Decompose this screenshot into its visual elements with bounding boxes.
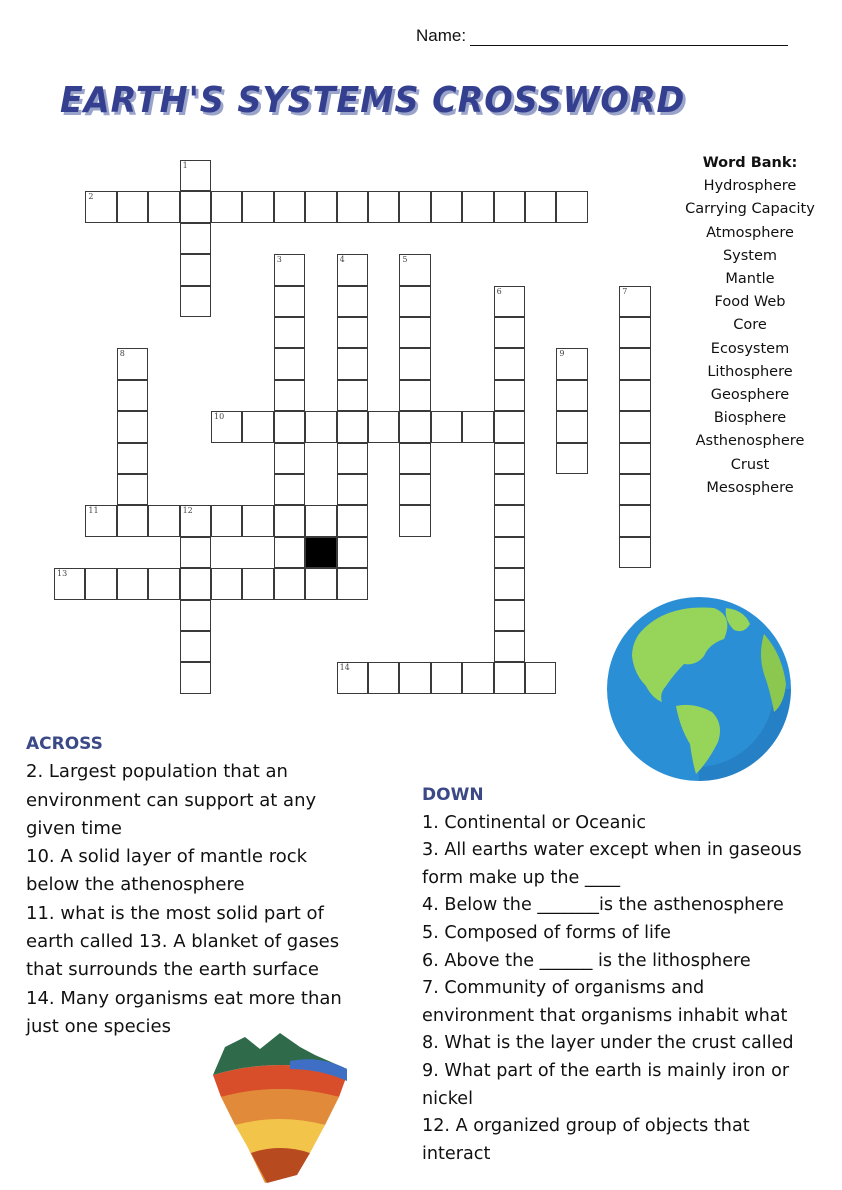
crossword-cell[interactable] (274, 348, 305, 379)
crossword-cell[interactable] (211, 411, 242, 442)
word-bank-item: Mesosphere (706, 479, 794, 496)
crossword-cell[interactable] (337, 317, 368, 348)
down-clue-line: 7. Community of organisms and (422, 978, 705, 999)
crossword-cell[interactable] (274, 254, 305, 285)
crossword-cell[interactable] (525, 662, 556, 693)
word-bank-item: Food Web (714, 294, 786, 311)
crossword-cell[interactable] (180, 254, 211, 285)
clue-number: 10 (214, 412, 225, 422)
crossword-cell[interactable] (180, 223, 211, 254)
crossword-cell[interactable] (494, 348, 525, 379)
crossword-cell[interactable] (494, 317, 525, 348)
word-bank-item: Lithosphere (707, 363, 793, 380)
crossword-cell[interactable] (242, 411, 273, 442)
clue-number: 1 (182, 161, 188, 170)
word-bank-item: Crust (730, 456, 770, 473)
across-clue-list (26, 758, 396, 1041)
down-heading: DOWN (422, 785, 484, 805)
crossword-cell[interactable] (117, 411, 148, 442)
crossword-cell[interactable] (494, 474, 525, 505)
down-clue-line: 12. A organized group of objects that (422, 1116, 750, 1137)
crossword-cell[interactable] (85, 568, 116, 599)
clue-number: 11 (88, 506, 99, 516)
crossword-cell[interactable] (619, 317, 650, 348)
crossword-cell[interactable] (399, 411, 430, 442)
crossword-cell[interactable] (399, 474, 430, 505)
earth-layers-icon (205, 1025, 355, 1185)
crossword-cell[interactable] (368, 411, 399, 442)
down-clue-line: environment that organisms inhabit what (422, 1005, 788, 1026)
down-clue-list (422, 810, 838, 1169)
crossword-cell[interactable] (274, 505, 305, 536)
crossword-cell[interactable] (556, 191, 587, 222)
crossword-cell[interactable] (337, 191, 368, 222)
clue-number: 13 (57, 569, 68, 579)
crossword-cell[interactable] (494, 380, 525, 411)
crossword-cell[interactable] (368, 191, 399, 222)
crossword-cell[interactable] (619, 411, 650, 442)
crossword-cell[interactable] (399, 380, 430, 411)
crossword-cell[interactable] (556, 411, 587, 442)
crossword-cell[interactable] (399, 443, 430, 474)
crossword-cell[interactable] (619, 505, 650, 536)
across-clue-line: just one species (26, 1015, 172, 1037)
across-clue-line: 10. A solid layer of mantle rock (26, 846, 308, 868)
crossword-cell[interactable] (85, 505, 116, 536)
down-clue-line: 1. Continental or Oceanic (422, 812, 647, 833)
crossword-cell[interactable] (337, 537, 368, 568)
clue-number: 8 (119, 349, 125, 359)
clue-number: 9 (559, 349, 565, 359)
crossword-cell[interactable] (274, 537, 305, 568)
word-bank-item: Asthenosphere (695, 433, 805, 450)
word-bank (666, 152, 834, 500)
crossword-cell[interactable] (619, 286, 650, 317)
down-clue-line: nickel (422, 1088, 473, 1109)
crossword-cell[interactable] (180, 631, 211, 662)
crossword-cell[interactable] (431, 411, 462, 442)
crossword-cell[interactable] (494, 191, 525, 222)
crossword-cell[interactable] (242, 191, 273, 222)
word-bank-item: Core (733, 317, 767, 334)
crossword-cell[interactable] (148, 505, 179, 536)
crossword-cell[interactable] (399, 505, 430, 536)
clue-number: 6 (496, 286, 502, 296)
crossword-cell[interactable] (399, 286, 430, 317)
across-clue-line: environment can support at any (26, 789, 317, 811)
crossword-cell[interactable] (180, 600, 211, 631)
word-bank-title: Word Bank: (702, 155, 798, 171)
crossword-cell[interactable] (462, 191, 493, 222)
crossword-cell[interactable] (305, 411, 336, 442)
crossword-cell[interactable] (180, 568, 211, 599)
crossword-cell[interactable] (85, 191, 116, 222)
crossword-cell[interactable] (274, 568, 305, 599)
crossword-cell[interactable] (117, 380, 148, 411)
crossword-cell[interactable] (619, 348, 650, 379)
crossword-cell[interactable] (337, 380, 368, 411)
down-clue-line: interact (422, 1143, 491, 1164)
word-bank-item: Ecosystem (710, 340, 790, 357)
down-clue-line: 9. What part of the earth is mainly iron or (422, 1060, 790, 1081)
crossword-cell[interactable] (556, 443, 587, 474)
word-bank-item: Geosphere (710, 387, 790, 404)
crossword-cell[interactable] (117, 443, 148, 474)
across-clues (26, 730, 396, 1041)
clue-number: 12 (182, 506, 193, 516)
crossword-cell[interactable] (211, 191, 242, 222)
down-clue-line: 3. All earths water except when in gaseous (422, 840, 802, 861)
crossword-cell[interactable] (494, 600, 525, 631)
crossword-cell[interactable] (274, 191, 305, 222)
word-bank-item: Mantle (725, 271, 775, 288)
crossword-cell[interactable] (274, 286, 305, 317)
down-clue-line: 6. Above the ______ is the lithosphere (422, 950, 751, 971)
crossword-cell[interactable] (117, 505, 148, 536)
page-title: EARTH'S SYSTEMS CROSSWORD (60, 80, 686, 121)
crossword-cell[interactable] (337, 254, 368, 285)
crossword-cell[interactable] (431, 191, 462, 222)
crossword-cell[interactable] (180, 286, 211, 317)
crossword-cell[interactable] (337, 411, 368, 442)
crossword-cell[interactable] (274, 474, 305, 505)
crossword-cell[interactable] (494, 662, 525, 693)
clue-number: 3 (276, 255, 282, 265)
word-bank-list (666, 175, 834, 500)
crossword-cell[interactable] (431, 662, 462, 693)
crossword-cell[interactable] (399, 348, 430, 379)
across-clue-line: 11. what is the most solid part of (26, 902, 324, 924)
crossword-cell[interactable] (305, 568, 336, 599)
crossword-cell[interactable] (619, 537, 650, 568)
crossword-cell[interactable] (556, 380, 587, 411)
crossword-cell[interactable] (117, 348, 148, 379)
crossword-cell[interactable] (211, 568, 242, 599)
crossword-cell[interactable] (274, 411, 305, 442)
across-clue-line: below the athenosphere (26, 874, 245, 896)
clue-number: 14 (339, 663, 350, 673)
crossword-cell[interactable] (399, 191, 430, 222)
crossword-cell[interactable] (619, 380, 650, 411)
crossword-cell[interactable] (242, 505, 273, 536)
name-label: Name: (416, 26, 467, 45)
crossword-cell[interactable] (462, 662, 493, 693)
crossword-cell[interactable] (54, 568, 85, 599)
crossword-cell[interactable] (337, 286, 368, 317)
earth-globe-icon (604, 594, 794, 784)
crossword-cell[interactable] (305, 191, 336, 222)
clue-number: 7 (622, 286, 628, 296)
crossword-cell[interactable] (462, 411, 493, 442)
word-bank-item: Biosphere (713, 410, 787, 427)
crossword-cell[interactable] (494, 631, 525, 662)
crossword-cell[interactable] (148, 568, 179, 599)
crossword-cell[interactable] (494, 411, 525, 442)
crossword-cell[interactable] (305, 505, 336, 536)
crossword-cell[interactable] (494, 443, 525, 474)
word-bank-item: Carrying Capacity (685, 201, 815, 218)
across-clue-line: given time (26, 817, 122, 839)
down-clue-line: 4. Below the _______is the asthenosphere (422, 895, 784, 916)
across-clue-line: 2. Largest population that an (26, 761, 288, 783)
crossword-cell[interactable] (274, 380, 305, 411)
crossword-cell[interactable] (274, 317, 305, 348)
crossword-cell[interactable] (337, 443, 368, 474)
down-clues (422, 782, 838, 1168)
crossword-cell[interactable] (619, 474, 650, 505)
crossword-cell[interactable] (337, 505, 368, 536)
across-heading: ACROSS (26, 734, 103, 754)
crossword-cell[interactable] (494, 286, 525, 317)
crossword-cell[interactable] (399, 662, 430, 693)
down-clue-line: form make up the ____ (422, 867, 621, 888)
black-cell (305, 537, 336, 568)
crossword-cell[interactable] (368, 662, 399, 693)
crossword-cell[interactable] (494, 537, 525, 568)
crossword-cell[interactable] (494, 568, 525, 599)
down-clue-line: 8. What is the layer under the crust called (422, 1033, 794, 1054)
down-clue-line: 5. Composed of forms of life (422, 922, 671, 943)
crossword-cell[interactable] (180, 537, 211, 568)
clue-number: 4 (339, 255, 345, 265)
crossword-cell[interactable] (180, 160, 211, 191)
crossword-cell[interactable] (337, 568, 368, 599)
crossword-cell[interactable] (337, 348, 368, 379)
crossword-cell[interactable] (337, 662, 368, 693)
crossword-cell[interactable] (556, 348, 587, 379)
crossword-cell[interactable] (525, 191, 556, 222)
crossword-cell[interactable] (117, 474, 148, 505)
word-bank-item: Atmosphere (706, 224, 794, 241)
word-bank-item: System (722, 247, 778, 264)
crossword-cell[interactable] (242, 568, 273, 599)
clue-number: 2 (88, 192, 94, 202)
crossword-cell[interactable] (180, 191, 211, 222)
crossword-cell[interactable] (619, 443, 650, 474)
across-clue-line: earth called 13. A blanket of gases (26, 931, 340, 953)
crossword-cell[interactable] (148, 191, 179, 222)
crossword-cell[interactable] (399, 317, 430, 348)
crossword-cell[interactable] (117, 568, 148, 599)
crossword-cell[interactable] (494, 505, 525, 536)
crossword-cell[interactable] (117, 191, 148, 222)
crossword-cell[interactable] (211, 505, 242, 536)
across-clue-line: that surrounds the earth surface (26, 959, 319, 981)
across-clue-line: 14. Many organisms eat more than (26, 987, 342, 1009)
crossword-cell[interactable] (399, 254, 430, 285)
clue-number: 5 (402, 255, 408, 265)
crossword-cell[interactable] (180, 505, 211, 536)
crossword-cell[interactable] (337, 474, 368, 505)
word-bank-item: Hydrosphere (703, 178, 797, 195)
crossword-cell[interactable] (274, 443, 305, 474)
crossword-cell[interactable] (180, 662, 211, 693)
